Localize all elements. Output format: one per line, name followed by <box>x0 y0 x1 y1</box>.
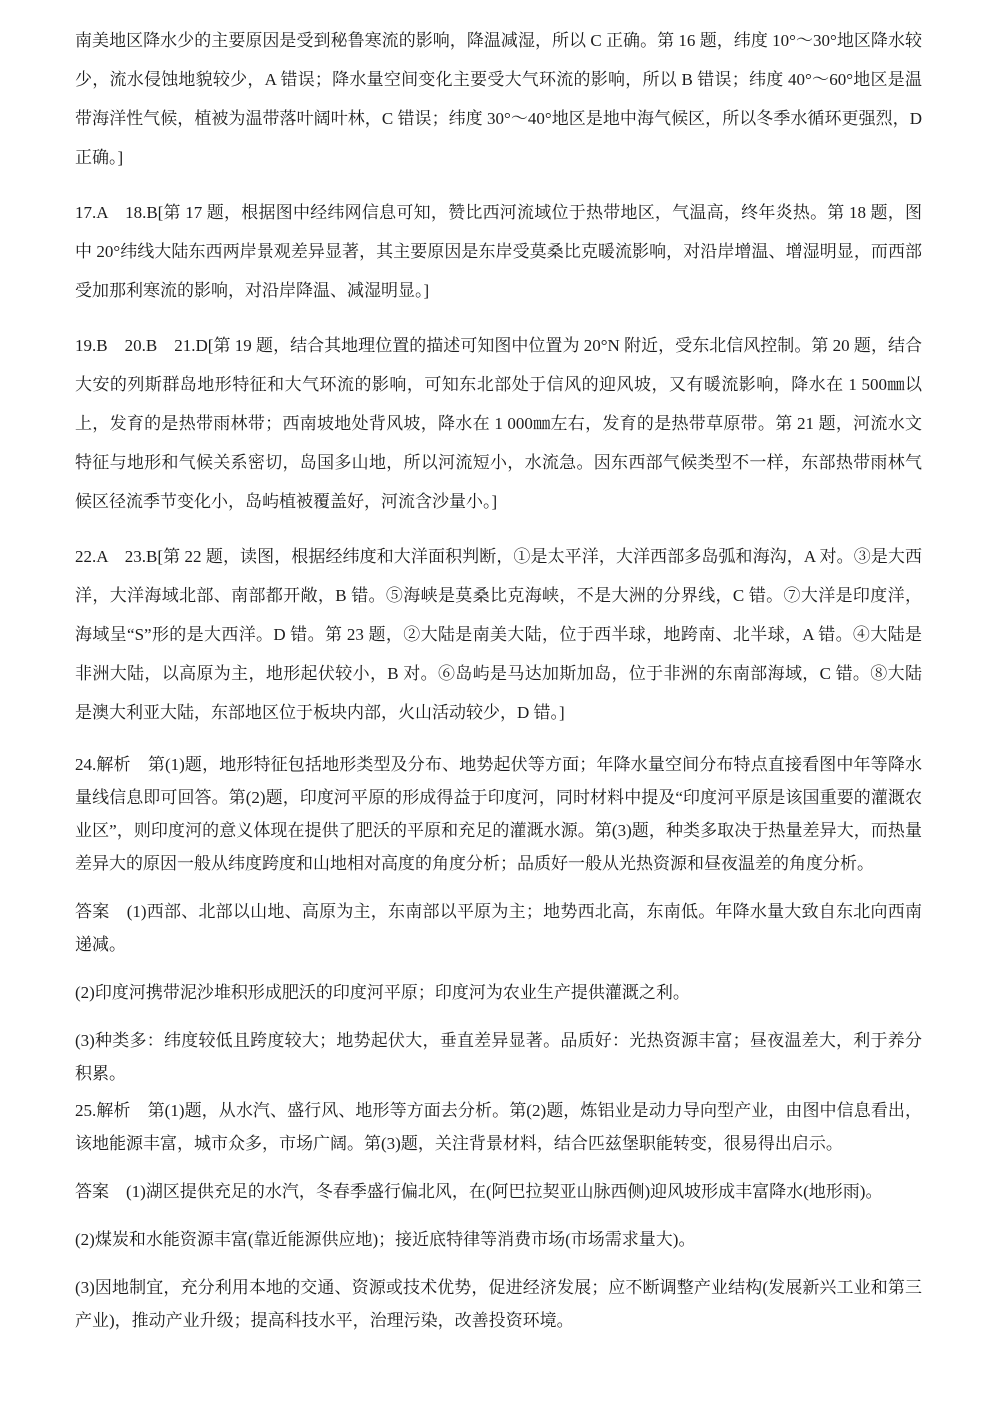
q25-answer-part3: (3)因地制宜，充分利用本地的交通、资源或技术优势，促进经济发展；应不断调整产业结构(发展新兴工业和第三产业)，推动产业升级；提高科技水平，治理污染，改善投资环境。 <box>75 1278 922 1330</box>
explanation-q15-16-continuation: 南美地区降水少的主要原因是受到秘鲁寒流的影响，降温减湿，所以 C 正确。第 16 题，纬度 10°～30°地区降水较少，流水侵蚀地貌较少，A 错误；降水量空间变化主要受大气环流的影响，所以 B 错误；纬度 40°～60°地区是温带海洋性气候，植被为温带落叶阔叶林，C 错误；纬度 30°～40°地区是地中海气候区，所以冬季水循环更强烈，D 正确。] <box>75 31 922 167</box>
answers-19-21: 19.B 20.B 21.D[第 19 题，结合其地理位置的描述可知图中位置为 20°N 附近，受东北信风控制。第 20 题，结合大安的列斯群岛地形特征和大气环流的影响，可知东北部处于信风的迎风坡，又有暖流影响，降水在 1 500㎜以上，发育的是热带雨林带；西南坡地处背风坡，降水在 1 000㎜左右，发育的是热带草原带。第 21 题，河流水文特征与地形和气候关系密切，岛国多山地，所以河流短小，水流急。因东西部气候类型不一样，东部热带雨林气候区径流季节变化小，岛屿植被覆盖好，河流含沙量小。] <box>75 336 922 511</box>
q24-answer-part1: 答案 (1)西部、北部以山地、高原为主，东南部以平原为主；地势西北高，东南低。年降水量大致自东北向西南递减。 <box>75 902 922 954</box>
q25-analysis: 25.解析 第(1)题，从水汽、盛行风、地形等方面去分析。第(2)题，炼铝业是动力导向型产业，由图中信息看出，该地能源丰富，城市众多，市场广阔。第(3)题，关注背景材料，结合匹兹堡职能转变，很易得出启示。 <box>75 1101 922 1153</box>
q25-answer-part2: (2)煤炭和水能资源丰富(靠近能源供应地)；接近底特律等消费市场(市场需求量大)。 <box>75 1230 696 1249</box>
answers-22-23: 22.A 23.B[第 22 题，读图，根据经纬度和大洋面积判断，①是太平洋，大洋西部多岛弧和海沟，A 对。③是大西洋，大洋海域北部、南部都开敞，B 错。⑤海峡是莫桑比克海峡，不是大洲的分界线，C 错。⑦大洋是印度洋，海域呈“S”形的是大西洋。D 错。第 23 题，②大陆是南美大陆，位于西半球，地跨南、北半球，A 错。④大陆是非洲大陆，以高原为主，地形起伏较小，B 对。⑥岛屿是马达加斯加岛，位于非洲的东南部海域，C 错。⑧大陆是澳大利亚大陆，东部地区位于板块内部，火山活动较少，D 错。] <box>75 547 922 722</box>
q24-answer-part3: (3)种类多：纬度较低且跨度较大；地势起伏大，垂直差异显著。品质好：光热资源丰富；昼夜温差大，利于养分积累。 <box>75 1031 922 1083</box>
q24-answer-part2: (2)印度河携带泥沙堆积形成肥沃的印度河平原；印度河为农业生产提供灌溉之利。 <box>75 983 690 1002</box>
q24-analysis: 24.解析 第(1)题，地形特征包括地形类型及分布、地势起伏等方面；年降水量空间分布特点直接看图中年等降水量线信息即可回答。第(2)题，印度河平原的形成得益于印度河，同时材料中提及“印度河平原是该国重要的灌溉农业区”，则印度河的意义体现在提供了肥沃的平原和充足的灌溉水源。第(3)题，种类多取决于热量差异大，而热量差异大的原因一般从纬度跨度和山地相对高度的角度分析；品质好一般从光热资源和昼夜温差的角度分析。 <box>75 755 922 873</box>
q25-answer-part1: 答案 (1)湖区提供充足的水汽，冬春季盛行偏北风，在(阿巴拉契亚山脉西侧)迎风坡形成丰富降水(地形雨)。 <box>75 1182 883 1201</box>
answers-17-18: 17.A 18.B[第 17 题，根据图中经纬网信息可知，赞比西河流域位于热带地区，气温高，终年炎热。第 18 题，图中 20°纬线大陆东西两岸景观差异显著，其主要原因是东岸受莫桑比克暖流影响，对沿岸增温、增湿明显，而西部受加那利寒流的影响，对沿岸降温、减湿明显。] <box>75 203 922 300</box>
